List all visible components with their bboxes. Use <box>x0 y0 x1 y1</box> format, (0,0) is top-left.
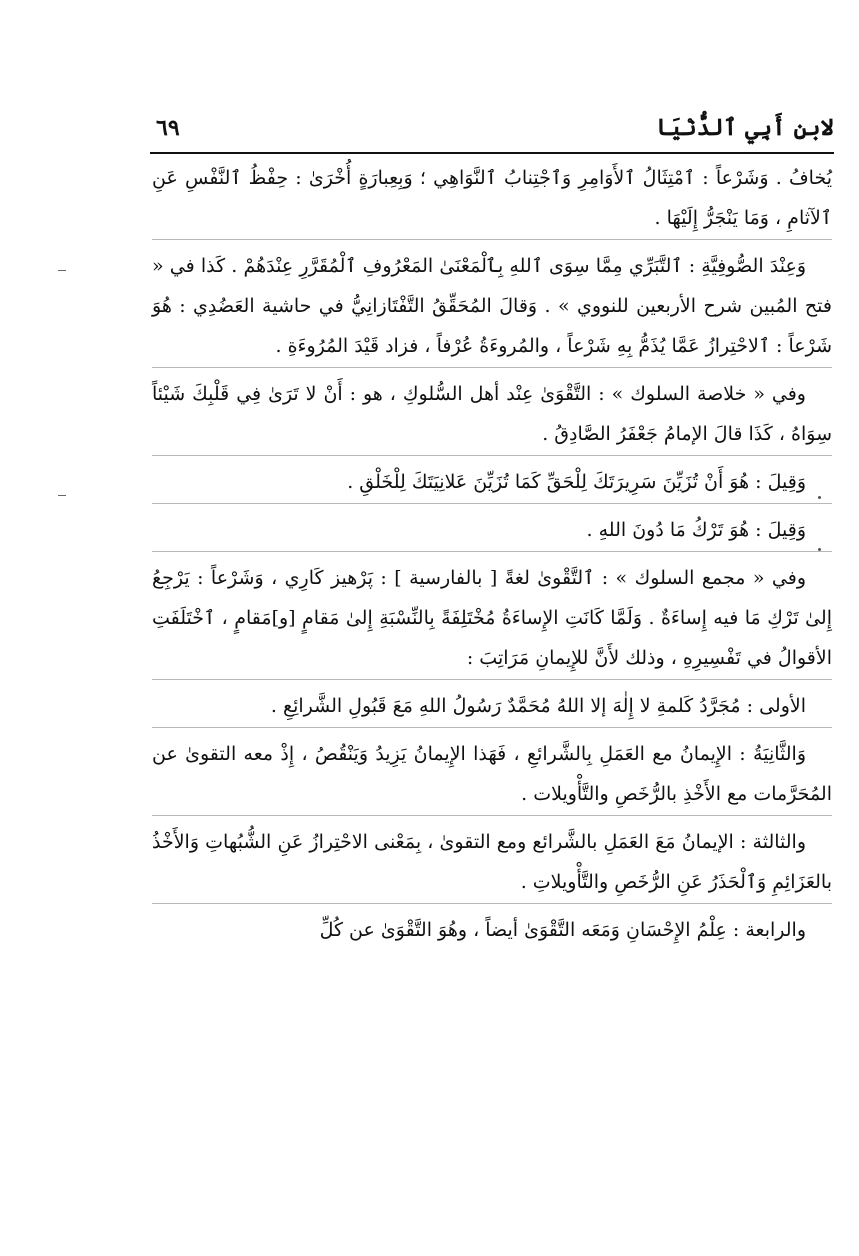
paragraph-separator <box>152 551 832 552</box>
paragraph-3: وفي « خلاصة السلوك » : التَّقْوَىٰ عِنْد أهل السُّلوكِ ، هو : أَنْ لا تَرَىٰ فِي قَلْبِكَ شَيْئاً سِوَاهُ ، كَذَا قالَ الإمامُ جَعْفَرُ الصَّادِقُ . <box>152 383 832 445</box>
paragraph-separator <box>152 239 832 240</box>
paragraph-2: وَعِنْدَ الصُّوفِيَّةِ : ٱلتَّبَرِّي مِمَّا سِوَى ٱللهِ بِٱلْمَعْنَىٰ المَعْرُوفِ ٱلْمُقَرَّرِ عِنْدَهُمْ . كَذا في « فتح المُبين شرح الأربعين للنووي » . وَقالَ المُحَقِّقُ التَّفْتَازانِيُّ في حاشية العَضُدِي : هُوَ شَرْعاً : ٱلاحْتِرازُ عَمَّا يُذَمُّ بِهِ شَرْعاً ، والمُروءَةُ عُرْفاً ، فزاد قَيْدَ المُرُوءَةِ . <box>152 255 832 357</box>
page-number: ٦٩ <box>156 115 180 141</box>
running-title: لابنِ أَبِي ٱلدُّنْيَا <box>656 114 834 141</box>
paragraph-separator <box>152 679 832 680</box>
paragraph-10: والرابعة : عِلْمُ الإِحْسَانِ وَمَعَه التَّقْوَىٰ أيضاً ، وهُوَ التَّقْوَىٰ عن كُلِّ <box>319 919 806 941</box>
paragraph-6: وفي « مجمع السلوك » : ٱلتَّقْوىٰ لغةً [ بالفارسية ] : پَرْهيز كَارِي ، وَشَرْعاً : يَرْجِعُ إِلىٰ تَرْكِ مَا فيه إِساءَةٌ . وَلَمَّا كَانَتِ الإِساءَةُ مُخْتَلِفَةً بِالنِّسْبَةِ إِلىٰ مَقامٍ [و]مَقامٍ ، ٱخْتَلَفَتِ الأقوالُ في تَفْسِيرِهِ ، وذلك لأَنَّ للإِيمانِ مَرَاتِبَ : <box>152 567 832 669</box>
margin-tick <box>58 495 66 496</box>
paragraph-separator <box>152 727 832 728</box>
paragraph-7: الأولى : مُجَرَّدُ كَلمةِ لا إِلٰهَ إلا اللهُ مُحَمَّدٌ رَسُولُ اللهِ مَعَ قَبُولِ الشَّرائِعِ . <box>270 695 806 717</box>
margin-dot <box>818 496 821 499</box>
paragraph-5: وَقِيلَ : هُوَ تَرْكُ مَا دُونَ اللهِ . <box>586 519 806 541</box>
paragraph-separator <box>152 455 832 456</box>
header-rule <box>150 152 834 154</box>
paragraph-4: وَقِيلَ : هُوَ أَنْ تُزَيِّنَ سَرِيرَتَكَ لِلْحَقِّ كَمَا تُزَيِّنَ عَلانِيَتَكَ لِلْخَلْقِ . <box>347 471 806 493</box>
margin-dot <box>818 548 821 551</box>
paragraph-separator <box>152 367 832 368</box>
paragraph-separator <box>152 503 832 504</box>
paragraph-9: والثالثة : الإيمانُ مَعَ العَمَلِ بالشَّرائع ومع التقوىٰ ، بِمَعْنى الاحْتِرازُ عَنِ الشُّبُهاتِ وَالأَخْذُ بالعَزَائِمِ وَٱلْحَذَرُ عَنِ الرُّخَصِ والتَّأْويلاتِ . <box>152 831 832 893</box>
paragraph-1: يُخافُ . وَشَرْعاً : ٱمْتِثَالُ ٱلأَوَامِرِ وَٱجْتِنابُ ٱلنَّوَاهِي ؛ وَبِعِبارَةٍ أُخْرَىٰ : حِفْظُ ٱلنَّفْسِ عَنِ ٱلآثامِ ، وَمَا يَنْجَرُّ إِلَيْهَا . <box>152 167 832 229</box>
paragraph-separator <box>152 903 832 904</box>
margin-tick <box>58 270 66 271</box>
paragraph-8: وَالثَّانِيَةُ : الإِيمانُ مع العَمَلِ بِالشَّرائعِ ، فَهَذا الإِيمانُ يَزِيدُ وَيَنْقُصُ ، إِذْ معه التقوىٰ عن المُحَرَّمات مع الأَخْذِ بالرُّخَصِ والتَّأْويلات . <box>152 743 832 805</box>
body-text <box>152 158 832 950</box>
paragraph-separator <box>152 815 832 816</box>
page-header <box>150 108 834 152</box>
